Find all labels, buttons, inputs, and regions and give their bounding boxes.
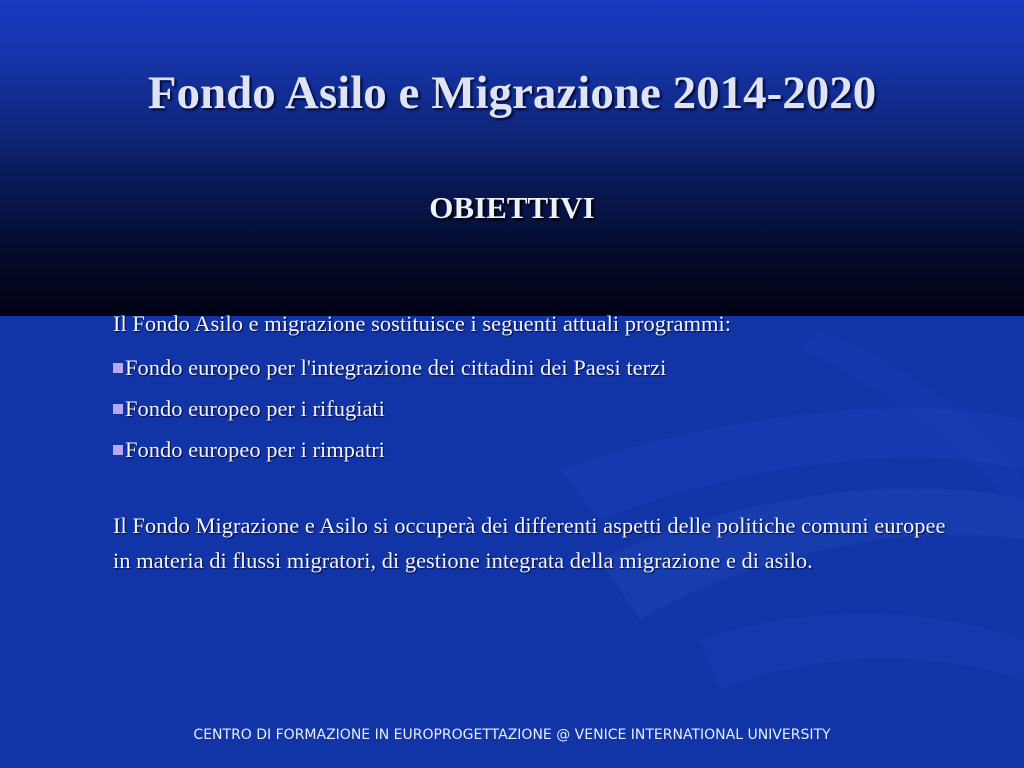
list-item <box>113 347 963 388</box>
bullet-text: Fondo europeo per i rimpatri <box>125 437 385 462</box>
list-item <box>113 429 963 470</box>
bullet-text: Fondo europeo per i rifugiati <box>125 396 385 421</box>
header-gradient-band <box>0 0 1024 316</box>
slide-subtitle: OBIETTIVI <box>429 190 595 225</box>
intro-text: Il Fondo Asilo e migrazione sostituisce i seguenti attuali programmi: <box>113 311 732 336</box>
description-paragraph: Il Fondo Migrazione e Asilo si occuperà dei differenti aspetti delle politiche comuni europee in materia di flussi migratori, di gestione integrata della migrazione e di asilo. <box>113 513 946 573</box>
square-bullet-icon <box>113 404 123 414</box>
list-item <box>113 388 963 429</box>
footer-text: CENTRO DI FORMAZIONE IN EUROPROGETTAZIONE @ VENICE INTERNATIONAL UNIVERSITY <box>193 727 831 743</box>
square-bullet-icon <box>113 445 123 455</box>
slide-body <box>113 306 963 578</box>
bullet-list <box>113 347 963 470</box>
slide-title: Fondo Asilo e Migrazione 2014-2020 <box>147 67 877 119</box>
bullet-text: Fondo europeo per l'integrazione dei cittadini dei Paesi terzi <box>125 355 667 380</box>
square-bullet-icon <box>113 363 123 373</box>
